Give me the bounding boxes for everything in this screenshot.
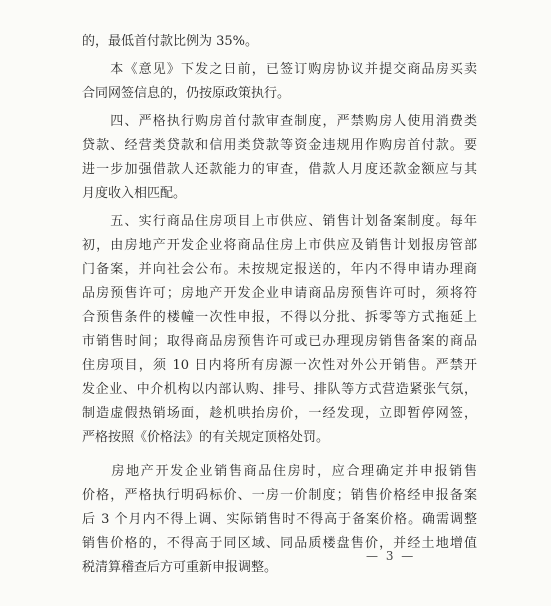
document-body [82,30,477,584]
paragraph-pricing [82,460,477,580]
text-line: 品房预售许可；房地产开发企业申请商品房预售许可时，须将符 [82,286,477,301]
text-line: 的，最低首付款比例为 35%。 [82,34,259,49]
text-line: 税清算稽查后方可重新申报调整。 [82,560,278,575]
paragraph-section-four [82,110,477,206]
text-line: 市销售时间；取得商品房预售许可或已办理现房销售备案的商品 [82,334,477,349]
text-line: 月度收入相匹配。 [82,186,187,201]
text-line: 房地产开发企业销售商品住房时，应合理确定并申报销售 [82,464,477,479]
text-line: 四、严格执行购房首付款审查制度，严禁购房人使用消费类 [82,114,477,129]
text-line: 发企业、中介机构以内部认购、排号、排队等方式营造紧张气氛， [82,382,477,397]
paragraph-down-payment-ratio [82,30,477,54]
text-line: 制造虚假热销场面，趁机哄抬房价，一经发现，立即暂停网签， [82,406,477,421]
text-line: 严格按照《价格法》的有关规定顶格处罚。 [82,430,330,445]
paragraph-transition-rule [82,58,477,106]
text-line: 合同网签信息的，仍按原政策执行。 [82,86,291,101]
text-line: 五、实行商品住房项目上市供应、销售计划备案制度。每年 [82,214,477,229]
text-line: 价格，严格执行明码标价、一房一价制度；销售价格经申报备案 [82,488,477,503]
text-line: 住房项目，须 10 日内将所有房源一次性对外公开销售。严禁开 [82,358,477,373]
text-line: 合预售条件的楼幢一次性申报，不得以分批、拆零等方式拖延上 [82,310,477,325]
paragraph-section-five [82,210,477,450]
text-line: 销售价格的，不得高于同区域、同品质楼盘售价，并经土地增值 [82,536,477,551]
text-line: 后 3 个月内不得上调、实际销售时不得高于备案价格。确需调整 [82,512,477,527]
page-number: — 3 — [366,549,416,563]
text-line: 初，由房地产开发企业将商品住房上市供应及销售计划报房管部 [82,238,477,253]
text-line: 贷款、经营类贷款和信用类贷款等资金违规用作购房首付款。要 [82,138,477,153]
text-line: 本《意见》下发之日前，已签订购房协议并提交商品房买卖 [82,62,477,77]
text-line: 门备案，并向社会公布。未按规定报送的，年内不得申请办理商 [82,262,477,277]
text-line: 进一步加强借款人还款能力的审查，借款人月度还款金额应与其 [82,162,477,177]
